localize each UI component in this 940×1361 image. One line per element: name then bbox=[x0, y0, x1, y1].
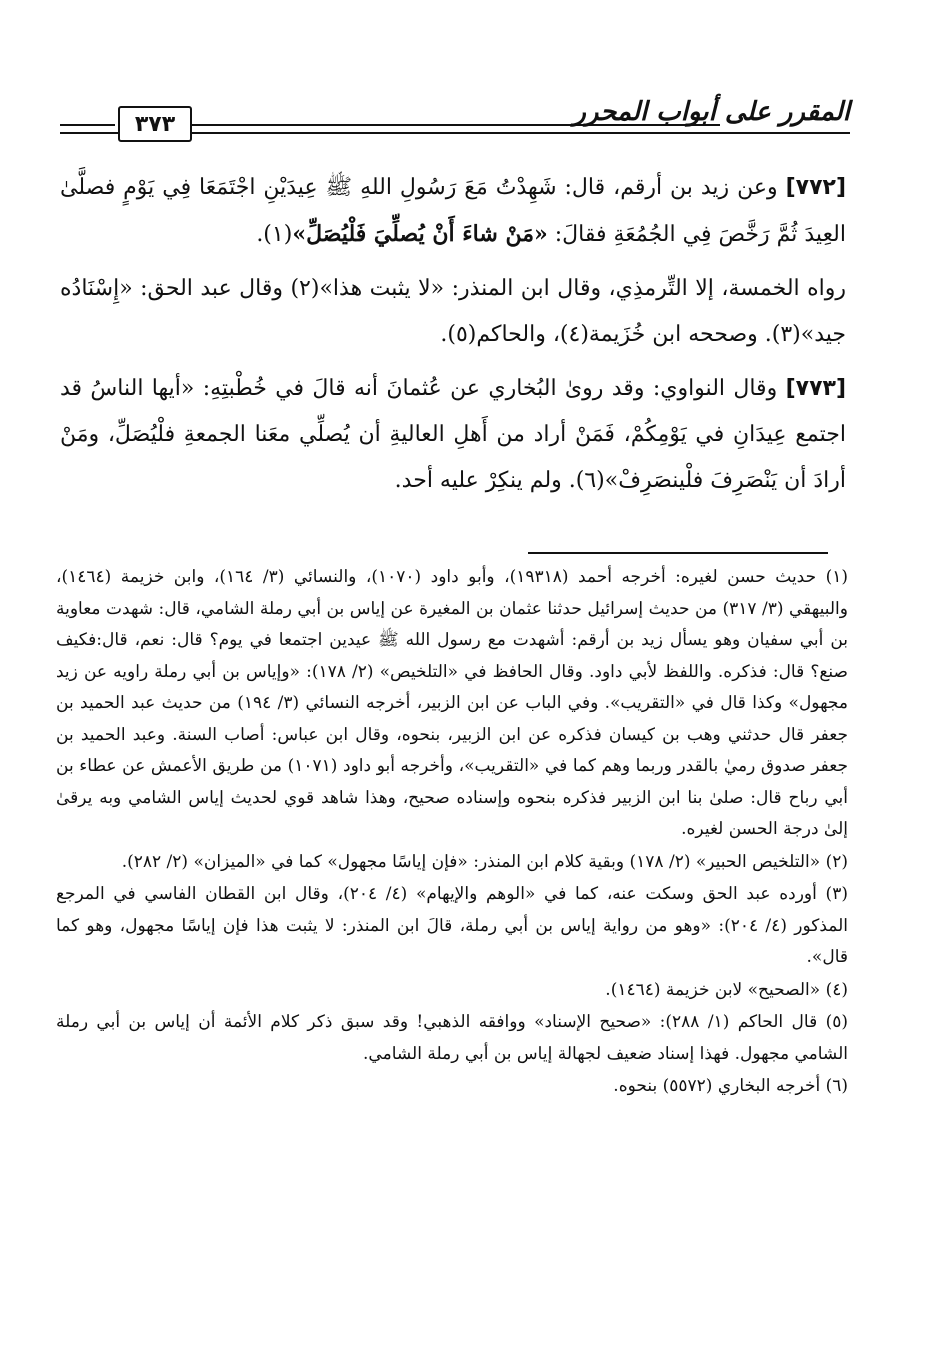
page-number: ٣٧٣ bbox=[118, 106, 192, 142]
paragraph-number: [٧٧٢] bbox=[785, 175, 846, 200]
paragraph-773 bbox=[60, 366, 846, 504]
footnote-3: (٣) أورده عبد الحق وسكت عنه، كما في «الوهم والإيهام» (٤/ ٢٠٤)، وقال ابن القطان الفاسي في المرجع المذكور (٤/ ٢٠٤): «وهو من رواية إياس بن أبي رملة، قالَ ابن المنذر: لا يثبت هذا فإن إياسًا مجهول، وهو كما قال». bbox=[56, 884, 848, 967]
paragraph-text: وقال النواوي: وقد روىٰ البُخاري عن عُثمانَ أنه قالَ في خُطْبتِهِ: «أيها الناسُ قد اجتمع عِيدَانِ في يَوْمِكُمْ، فَمَنْ أراد من أَهلِ العاليةِ أن يُصلِّي معَنا الجمعةِ فلْيُصَلِّ، ومَنْ أرادَ أن يَنْصَرِفَ فلْينصَرِفْ»(٦). ولم ينكِرْ عليه أحد. bbox=[60, 376, 846, 493]
footnote-6: (٦) أخرجه البخاري (٥٥٧٢) بنحوه. bbox=[613, 1076, 848, 1096]
header-rule-left bbox=[60, 124, 115, 126]
paragraph-number: [٧٧٣] bbox=[785, 376, 846, 401]
running-title: المقرر على أبواب المحرر bbox=[573, 97, 850, 127]
page-header bbox=[60, 92, 850, 152]
paragraph-772-commentary: رواه الخمسة، إلا التِّرمذِي، وقال ابن المنذر: «لا يثبت هذا»(٢) وقال عبد الحق: «إِسْنَادُه جيد»(٣). وصححه ابن خُزَيمة(٤)، والحاكم(٥). bbox=[60, 276, 846, 347]
footnotes bbox=[56, 562, 848, 1104]
prophetic-quote: «مَنْ شاءَ أَنْ يُصلِّيَ فَلْيُصَلِّ» bbox=[292, 221, 548, 247]
footnote-4: (٤) «الصحيح» لابن خزيمة (١٤٦٤). bbox=[605, 979, 848, 1000]
footnote-separator bbox=[528, 552, 828, 554]
paragraph-text: وعن زيد بن أرقم، قال: شَهِدْتُ مَعَ رَسُولِ اللهِ ﷺ عِيدَيْنِ اجْتَمَعَا فِي يَوْمٍ فصلَّىٰ العِيدَ ثُمَّ رَخَّصَ فِي الجُمُعَةِ فقالَ: bbox=[60, 175, 846, 247]
footnote-5: (٥) قال الحاكم (١/ ٢٨٨): «صحيح الإسناد» ووافقه الذهبي! وقد سبق ذكر كلام الأئمة أن إياس بن أبي رملة الشامي مجهول. فهذا إسناد ضعيف لجهالة إياس بن أبي رملة الشامي. bbox=[56, 1012, 848, 1064]
footnote-ref: (١). bbox=[256, 222, 293, 247]
main-text bbox=[60, 165, 846, 512]
footnote-2: (٢) «التلخيص الحبير» (٢/ ١٧٨) وبقية كلام ابن المنذر: «فإن إياسًا مجهول» كما في «الميزان» (٢/ ٢٨٢). bbox=[121, 851, 848, 872]
paragraph-772 bbox=[60, 165, 846, 258]
footnote-1: (١) حديث حسن لغيره: أخرجه أحمد (١٩٣١٨)، وأبو داود (١٠٧٠)، والنسائي (٣/ ١٦٤)، وابن خزيمة (١٤٦٤)، والبيهقي (٣/ ٣١٧) من حديث إسرائيل حدثنا عثمان بن المغيرة عن إياس بن أبي رملة الشامي، قال: شهدت معاوية بن أبي سفيان وهو يسأل زيد بن أرقم: أشهدت مع رسول الله ﷺ عيدين اجتمعا في يوم؟ قال: نعم، قال:فكيف صنع؟ قال: فذكره. واللفظ لأبي داود. وقال الحافظ في «التلخيص» (٢/ ١٧٨): «وإياس بن أبي رملة راويه عن زيد مجهول» وكذا قال في «التقريب». وفي الباب عن ابن الزبير، أخرجه النسائي (٣/ ١٩٤) من حديث عبد الحميد بن جعفر قال حدثني وهب بن كيسان فذكره عن ابن الزبير، بنحوه، وقال ابن عباس: أصاب السنة. وعبد الحميد بن جعفر صدوق رميٰ بالقدر وربما وهم كما في «التقريب»، وأخرجه أبو داود (١٠٧١) من طريق الأعمش عن عطاء بن أبي رباح قال: صلىٰ بنا ابن الزبير فذكره بنحوه وإسناده صحيح، وهذا شاهد قوي لحديث إياس الشامي وبه يرقىٰ إلىٰ درجة الحسن لغيره. bbox=[56, 567, 848, 839]
